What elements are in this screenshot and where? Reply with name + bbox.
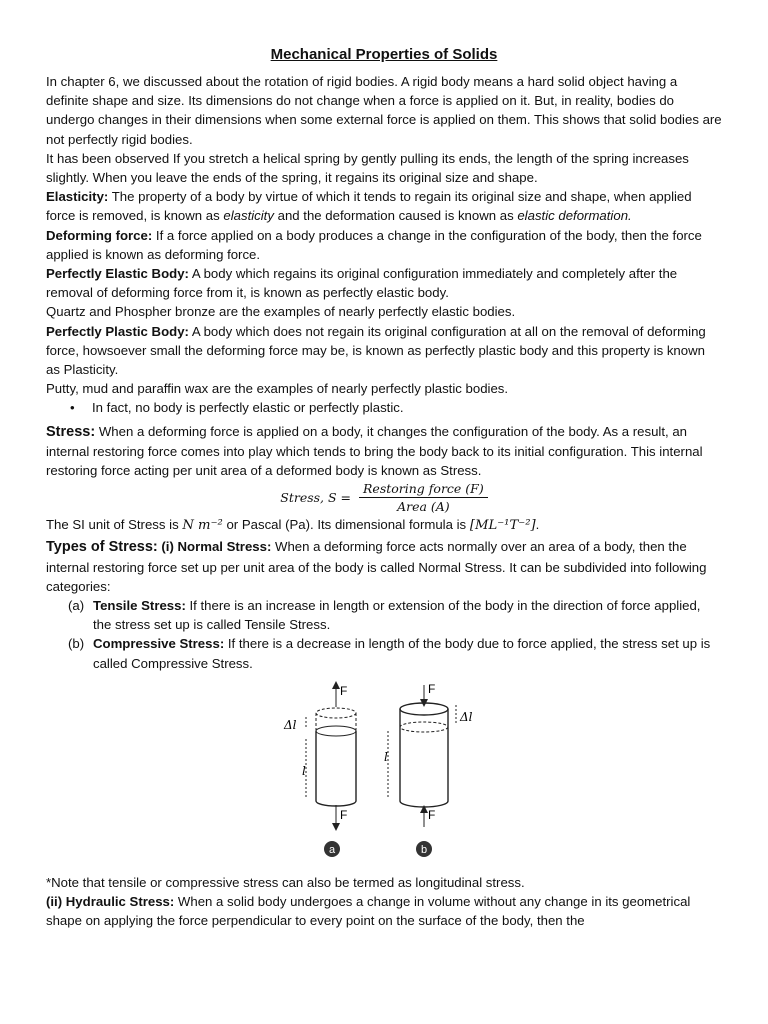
bullet-item: • In fact, no body is perfectly elastic or perfectly plastic.: [70, 398, 722, 417]
length-label-b: l: [384, 749, 388, 764]
compressive-term: Compressive Stress:: [93, 636, 225, 652]
equation-fraction: [359, 481, 488, 514]
page-title: Mechanical Properties of Solids: [270, 46, 498, 63]
elastic-body-term: Perfectly Elastic Body:: [46, 266, 189, 282]
si-unit: N m⁻²: [182, 518, 223, 534]
tensile-stress-item: (a) Tensile Stress: If there is an increase in length or extension of the body in the direction of force applied, the stress set up is called Tensile Stress.: [68, 598, 701, 633]
length-label-a: l: [302, 763, 306, 778]
equation-denominator: Area (A): [397, 499, 450, 515]
force-label-b-top: F: [428, 681, 436, 696]
plastic-examples: Putty, mud and paraffin wax are the examples of nearly perfectly plastic bodies.: [46, 381, 509, 397]
figure-label-a: a: [328, 843, 336, 856]
stress-term: Stress:: [46, 423, 96, 440]
tensile-term: Tensile Stress:: [93, 598, 186, 614]
spring-paragraph: It has been observed If you stretch a helical spring by gently pulling its ends, the length of the spring increases slightly. When you leave the ends of the spring, it regains its original size and shape.: [46, 150, 689, 186]
hydraulic-term: (ii) Hydraulic Stress:: [46, 894, 175, 910]
normal-stress-term: (i) Normal Stress:: [157, 539, 272, 555]
note-paragraph: *Note that tensile or compressive stress can also be termed as longitudinal stress.: [46, 874, 525, 890]
force-label-a-bottom: F: [340, 807, 348, 822]
elastic-examples: Quartz and Phospher bronze are the examples of nearly perfectly elastic bodies.: [46, 304, 516, 320]
equation-numerator: Restoring force (F): [359, 481, 488, 498]
si-unit-paragraph: The SI unit of Stress is N m⁻² or Pascal (Pa). Its dimensional formula is [ML⁻¹T⁻²].: [46, 517, 540, 534]
stress-paragraph: Stress: When a deforming force is applied on a body, it changes the configuration of the body. As a result, an internal restoring force comes into play which tends to bring the body back to its initial configuration. This internal restoring force acting per unit area of a deformed body is known as Stress.: [46, 423, 703, 479]
deforming-force-term: Deforming force:: [46, 227, 153, 243]
stress-figure: [278, 679, 498, 869]
document-page: [46, 44, 722, 931]
elastic-body-paragraph: Perfectly Elastic Body: A body which regains its original configuration immediately and completely after the removal of deforming force from it, is known as perfectly elastic body.: [46, 266, 678, 301]
force-label-a-top: F: [340, 683, 348, 698]
plastic-body-paragraph: Perfectly Plastic Body: A body which does not regain its original configuration at all on the removal of deforming force, howsoever small the deforming force may be, is known as perfectly plastic body and this property is known as Plasticity.: [46, 323, 706, 378]
figure-label-b: b: [420, 843, 428, 856]
stress-equation: [46, 481, 722, 514]
cylinder-compressive: [388, 685, 456, 827]
compressive-stress-item: (b) Compressive Stress: If there is a decrease in length of the body due to force applied, the stress set up is called Compressive Stress.: [68, 636, 711, 671]
hydraulic-paragraph: (ii) Hydraulic Stress: When a solid body undergoes a change in volume without any change in its geometrical shape on applying the force perpendicular to every point on the surface of the body, then the: [46, 894, 691, 929]
dimensional-formula: [ML⁻¹T⁻²]: [469, 518, 536, 534]
types-of-stress-paragraph: Types of Stress: (i) Normal Stress: When a deforming force acts normally over an area of a body, then the internal restoring force set up per unit area of the body is called Normal Stress. It can be subdivided into following categories:: [46, 539, 707, 594]
elasticity-term: Elasticity:: [46, 189, 109, 205]
force-label-b-bottom: F: [428, 807, 436, 822]
deforming-force-paragraph: Deforming force: If a force applied on a body produces a change in the configuration of the body, then the force applied is known as deforming force.: [46, 227, 702, 262]
equation-lhs: Stress, S =: [280, 490, 352, 506]
delta-label-b: Δl: [460, 709, 473, 724]
intro-paragraph: In chapter 6, we discussed about the rotation of rigid bodies. A rigid body means a hard solid object having a definite shape and size. Its dimensions do not change when a force is applied on it. But, in reality, bodies do undergo changes in their dimensions when some external force is applied on them. This shows that solid bodies are not perfectly rigid bodies.: [46, 74, 722, 147]
elasticity-paragraph: Elasticity: The property of a body by virtue of which it tends to regain its original size and shape, when applied force is removed, is known as elasticity and the deformation caused is known as elastic deformation.: [46, 189, 692, 224]
plastic-body-term: Perfectly Plastic Body:: [46, 323, 189, 339]
delta-label-a: Δl: [284, 717, 297, 732]
cylinders-diagram: [278, 679, 498, 869]
cylinder-tensile: [306, 685, 356, 827]
types-heading: Types of Stress:: [46, 539, 158, 556]
